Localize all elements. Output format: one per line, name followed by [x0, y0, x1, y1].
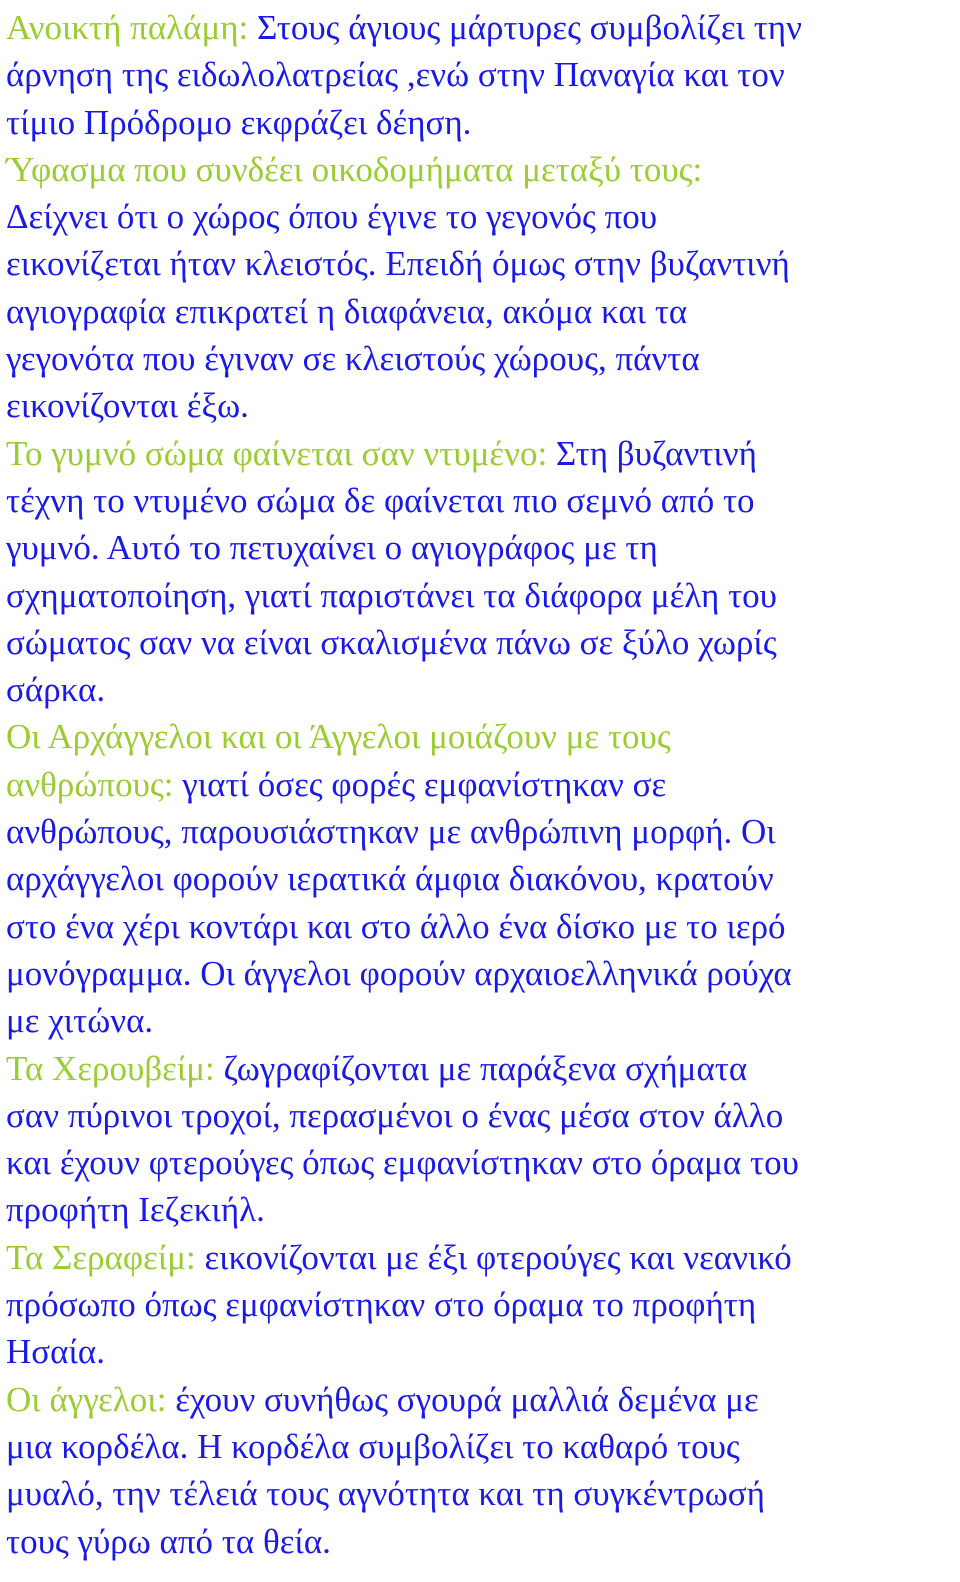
text-line [6, 524, 954, 571]
term-heading: Τα Σεραφείμ: [6, 1237, 205, 1277]
body-text: αγιογραφία επικρατεί η διαφάνεια, ακόμα και τα [6, 291, 688, 331]
text-line [6, 288, 954, 335]
body-text: Δείχνει ότι ο χώρος όπου έγινε το γεγονός που [6, 197, 658, 237]
text-line [6, 997, 954, 1044]
body-text: εικονίζεται ήταν κλειστός. Επειδή όμως στην βυζαντινή [6, 244, 790, 284]
text-line [6, 1045, 954, 1092]
body-text: τίμιο Πρόδρομο εκφράζει δέηση. [6, 102, 472, 142]
text-line [6, 761, 954, 808]
text-line [6, 1376, 954, 1423]
body-text: ανθρώπους, παρουσιάστηκαν με ανθρώπινη μορφή. Οι [6, 812, 776, 852]
text-line [6, 382, 954, 429]
body-text: στο ένα χέρι κοντάρι και στο άλλο ένα δίσκο με το ιερό [6, 906, 786, 946]
body-text: Στους άγιους μάρτυρες συμβολίζει την [257, 8, 802, 47]
body-text: πρόσωπο όπως εμφανίστηκαν στο όραμα το προφήτη [6, 1285, 757, 1325]
body-text: σάρκα. [6, 670, 106, 710]
text-line [6, 51, 954, 98]
body-text: άρνηση της ειδωλολατρείας ,ενώ στην Παναγία και τον [6, 55, 785, 95]
text-line [6, 4, 954, 51]
body-text: αρχάγγελοι φορούν ιερατικά άμφια διακόνου, κρατούν [6, 859, 774, 899]
body-text: τέχνη το ντυμένο σώμα δε φαίνεται πιο σεμνό από το [6, 480, 755, 520]
body-text: Ησαία. [6, 1332, 105, 1372]
text-line [6, 99, 954, 146]
text-line [6, 1139, 954, 1186]
term-heading: Το γυμνό σώμα φαίνεται σαν ντυμένο: [6, 433, 556, 473]
text-line [6, 1281, 954, 1328]
iconography-text [6, 4, 954, 1565]
text-line [6, 335, 954, 382]
body-text: τους γύρω από τα θεία. [6, 1521, 331, 1561]
text-line [6, 477, 954, 524]
text-line [6, 240, 954, 287]
body-text: γεγονότα που έγιναν σε κλειστούς χώρους, πάντα [6, 339, 700, 379]
body-text: μονόγραμμα. Οι άγγελοι φορούν αρχαιοελληνικά ρούχα [6, 953, 792, 993]
body-text: σώματος σαν να είναι σκαλισμένα πάνω σε ξύλο χωρίς [6, 622, 777, 662]
body-text: γιατί όσες φορές εμφανίστηκαν σε [182, 764, 667, 804]
body-text: σχηματοποίηση, γιατί παριστάνει τα διάφορα μέλη του [6, 575, 777, 615]
body-text: προφήτη Ιεζεκιήλ. [6, 1190, 265, 1230]
text-line [6, 572, 954, 619]
term-heading: Οι Αρχάγγελοι και οι Άγγελοι μοιάζουν με τους [6, 717, 671, 757]
body-text: εικονίζονται με έξι φτερούγες και νεανικό [204, 1237, 792, 1277]
text-line [6, 1470, 954, 1517]
text-line [6, 903, 954, 950]
text-line [6, 1092, 954, 1139]
body-text: έχουν συνήθως σγουρά μαλλιά δεμένα με [175, 1379, 759, 1419]
body-text: μια κορδέλα. Η κορδέλα συμβολίζει το καθαρό τους [6, 1426, 740, 1466]
text-line [6, 855, 954, 902]
body-text: σαν πύρινοι τροχοί, περασμένοι ο ένας μέσα στον άλλο [6, 1095, 784, 1135]
text-line [6, 1423, 954, 1470]
text-line [6, 1518, 954, 1565]
term-heading: Ύφασμα που συνδέει οικοδομήματα μεταξύ τους: [6, 149, 703, 189]
body-text: εικονίζονται έξω. [6, 386, 249, 426]
body-text: μυαλό, την τέλειά τους αγνότητα και τη συγκέντρωσή [6, 1474, 765, 1514]
text-line [6, 950, 954, 997]
text-line [6, 1234, 954, 1281]
body-text: με χιτώνα. [6, 1001, 154, 1041]
term-heading: Οι άγγελοι: [6, 1379, 176, 1419]
text-line [6, 808, 954, 855]
text-line [6, 1186, 954, 1233]
text-line [6, 193, 954, 240]
term-heading: Τα Χερουβείμ: [6, 1048, 224, 1088]
text-line [6, 713, 954, 760]
body-text: γυμνό. Αυτό το πετυχαίνει ο αγιογράφος με τη [6, 528, 658, 568]
body-text: και έχουν φτερούγες όπως εμφανίστηκαν στο όραμα του [6, 1143, 799, 1183]
body-text: Στη βυζαντινή [555, 433, 757, 473]
term-heading: Ανοικτή παλάμη: [6, 8, 258, 47]
term-heading: ανθρώπους: [6, 764, 183, 804]
text-line [6, 1328, 954, 1375]
text-line [6, 666, 954, 713]
text-line [6, 619, 954, 666]
body-text: ζωγραφίζονται με παράξενα σχήματα [223, 1048, 748, 1088]
text-line [6, 146, 954, 193]
text-line [6, 430, 954, 477]
